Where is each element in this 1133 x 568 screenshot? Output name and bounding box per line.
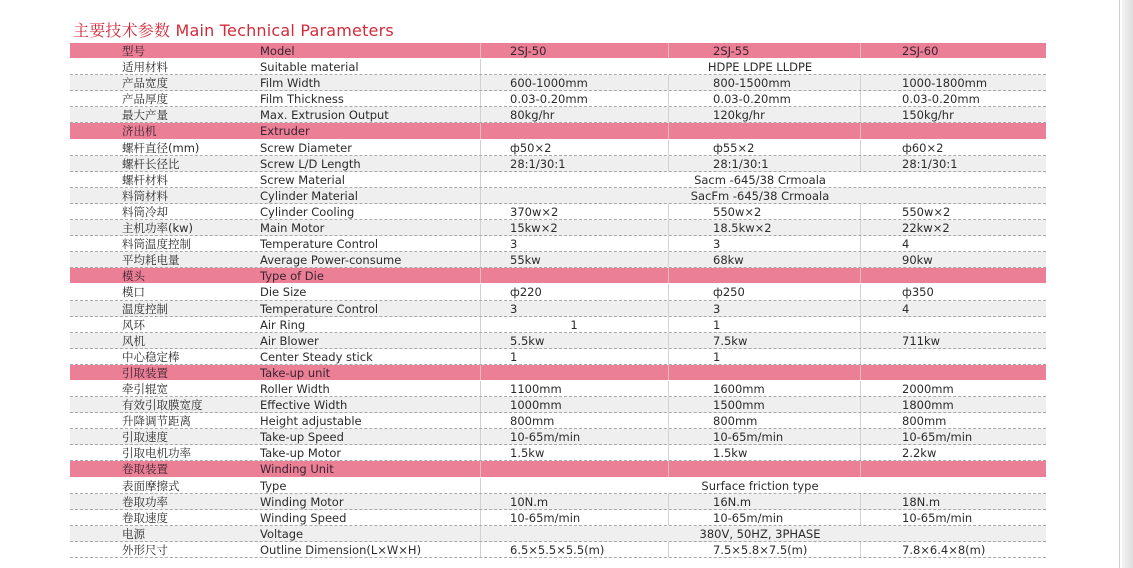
param-name-en: Take-up Motor	[260, 446, 342, 461]
column-divider	[668, 156, 669, 171]
column-divider	[860, 317, 861, 332]
param-value-2sj-50: 1.5kw	[510, 446, 545, 461]
param-name-en: Take-up unit	[260, 365, 331, 380]
param-value-2sj-55: 800-1500mm	[713, 76, 791, 91]
param-value-2sj-55: 1.5kw	[713, 446, 748, 461]
param-name-en: Film Width	[260, 76, 321, 91]
table-row	[70, 526, 1046, 542]
column-divider	[860, 268, 861, 283]
column-divider	[668, 381, 669, 396]
param-name-en: Die Size	[260, 285, 307, 300]
param-name-cn: 平均耗电量	[122, 253, 180, 268]
column-divider	[668, 510, 669, 525]
param-name-cn: 电源	[122, 526, 145, 541]
table-row	[70, 397, 1046, 413]
param-value-2sj-50: 600-1000mm	[510, 76, 588, 91]
column-divider	[480, 59, 481, 74]
param-name-cn: 风环	[122, 317, 145, 332]
param-value-2sj-50: 3	[510, 301, 518, 316]
section-header-row	[70, 365, 1046, 381]
param-value-2sj-55: 28:1/30:1	[713, 156, 769, 171]
column-divider	[480, 381, 481, 396]
column-divider	[480, 123, 481, 138]
param-name-cn: 产品厚度	[122, 92, 168, 107]
param-name-en: Type	[260, 478, 287, 493]
column-divider	[860, 91, 861, 106]
param-name-en: Max. Extrusion Output	[260, 108, 389, 123]
column-divider	[480, 43, 481, 58]
column-divider	[860, 429, 861, 444]
param-value-2sj-55: 1	[713, 349, 721, 364]
param-name-en: Voltage	[260, 526, 304, 541]
param-name-cn: 牵引辊宽	[122, 381, 168, 396]
param-value-2sj-60: 28:1/30:1	[902, 156, 958, 171]
column-divider	[480, 301, 481, 316]
table-row	[70, 75, 1046, 91]
param-value-2sj-60: 4	[902, 237, 910, 252]
column-divider	[480, 510, 481, 525]
column-divider	[480, 349, 481, 364]
column-divider	[480, 75, 481, 90]
param-value-2sj-60: 90kw	[902, 253, 933, 268]
table-row	[70, 510, 1046, 526]
column-divider	[480, 156, 481, 171]
param-value-2sj-60: ф350	[902, 285, 934, 300]
param-name-cn: 表面摩擦式	[122, 478, 180, 493]
param-name-cn: 料筒冷却	[122, 204, 168, 219]
table-row	[70, 204, 1046, 220]
param-value-2sj-55: 10-65m/min	[713, 430, 784, 445]
param-value-all-models: Sacm -645/38 Crmoala	[694, 172, 826, 187]
param-name-cn: 模头	[122, 269, 145, 284]
param-name-en: Average Power-consume	[260, 253, 402, 268]
param-value-all-models: Surface friction type	[701, 478, 819, 493]
param-value-2sj-55: 7.5kw	[713, 333, 748, 348]
param-name-en: Winding Speed	[260, 510, 347, 525]
param-value-2sj-55: 1600mm	[713, 381, 765, 396]
column-divider	[668, 542, 669, 557]
column-divider	[860, 397, 861, 412]
param-value-2sj-50: 55kw	[510, 253, 541, 268]
param-name-cn: 螺杆材料	[122, 172, 168, 187]
param-name-cn: 卷取速度	[122, 510, 168, 525]
param-value-2sj-55: ф55×2	[713, 140, 755, 155]
param-value-2sj-60: 1000-1800mm	[902, 76, 988, 91]
column-divider	[480, 365, 481, 380]
param-name-en: Suitable material	[260, 60, 359, 75]
param-value-2sj-50: 800mm	[510, 414, 555, 429]
table-row	[70, 140, 1046, 156]
column-divider	[480, 91, 481, 106]
param-value-2sj-50: 10-65m/min	[510, 510, 581, 525]
param-name-cn: 温度控制	[122, 301, 168, 316]
column-divider	[480, 526, 481, 541]
param-value-2sj-55: 120kg/hr	[713, 108, 765, 123]
page-edge-line	[1119, 0, 1120, 568]
param-name-cn: 适用材料	[122, 60, 168, 75]
param-value-2sj-55: 800mm	[713, 414, 758, 429]
column-divider	[860, 445, 861, 460]
param-value-2sj-60: 18N.m	[902, 494, 941, 509]
param-name-cn: 螺杆直径(mm)	[122, 140, 200, 155]
column-divider	[480, 188, 481, 203]
param-name-en: Type of Die	[260, 269, 324, 284]
column-divider	[668, 301, 669, 316]
column-divider	[480, 494, 481, 509]
page-title: 主要技术参数 Main Technical Parameters	[73, 21, 394, 40]
param-value-2sj-55: 7.5×5.8×7.5(m)	[713, 542, 808, 557]
column-divider	[860, 349, 861, 364]
column-divider	[480, 542, 481, 557]
column-divider	[480, 429, 481, 444]
column-divider	[860, 365, 861, 380]
param-name-cn: 料筒温度控制	[122, 237, 191, 252]
param-value-2sj-50: 2SJ-50	[510, 44, 547, 58]
param-value-2sj-50: 0.03-0.20mm	[510, 92, 588, 107]
param-value-all-models: HDPE LDPE LLDPE	[707, 60, 813, 75]
column-divider	[860, 413, 861, 428]
param-name-en: Effective Width	[260, 398, 348, 413]
param-value-2sj-55: 1	[713, 317, 721, 332]
table-row	[70, 284, 1046, 300]
param-name-en: Temperature Control	[260, 301, 379, 316]
param-name-cn: 引取电机功率	[122, 446, 191, 461]
column-divider	[480, 220, 481, 235]
table-row	[70, 445, 1046, 461]
column-divider	[668, 284, 669, 299]
param-value-2sj-50: 1100mm	[510, 381, 562, 396]
column-divider	[480, 236, 481, 251]
column-divider	[860, 301, 861, 316]
param-name-cn: 引取装置	[122, 365, 168, 380]
column-divider	[668, 220, 669, 235]
column-divider	[668, 494, 669, 509]
column-divider	[668, 204, 669, 219]
param-value-2sj-55: 16N.m	[713, 494, 752, 509]
param-value-2sj-55: 1500mm	[713, 398, 765, 413]
param-name-cn: 引取速度	[122, 430, 168, 445]
table-row	[70, 59, 1046, 75]
table-row	[70, 91, 1046, 107]
column-divider	[480, 413, 481, 428]
param-value-2sj-60: 2000mm	[902, 381, 954, 396]
param-value-2sj-55: 68kw	[713, 253, 744, 268]
param-name-cn: 模口	[122, 285, 145, 300]
param-name-en: Screw Material	[260, 172, 345, 187]
table-row	[70, 107, 1046, 123]
param-value-2sj-60: 0.03-0.20mm	[902, 92, 980, 107]
table-row	[70, 220, 1046, 236]
column-divider	[860, 252, 861, 267]
param-value-2sj-55: 3	[713, 301, 721, 316]
param-value-2sj-50: 1000mm	[510, 398, 562, 413]
param-value-2sj-60: 711kw	[902, 333, 941, 348]
column-divider	[860, 220, 861, 235]
param-value-2sj-50: ф50×2	[510, 140, 552, 155]
column-divider	[668, 413, 669, 428]
param-value-2sj-55: ф250	[713, 285, 745, 300]
param-value-2sj-50: 6.5×5.5×5.5(m)	[510, 542, 605, 557]
column-divider	[860, 381, 861, 396]
param-value-2sj-50: 28:1/30:1	[510, 156, 566, 171]
column-divider	[668, 429, 669, 444]
column-divider	[480, 284, 481, 299]
column-divider	[668, 107, 669, 122]
param-name-en: Cylinder Cooling	[260, 204, 355, 219]
section-header-row	[70, 461, 1046, 477]
param-value-2sj-50: 3	[510, 237, 518, 252]
section-header-row	[70, 268, 1046, 284]
param-name-en: Screw Diameter	[260, 140, 352, 155]
column-divider	[860, 284, 861, 299]
param-value-2sj-50: ф220	[510, 285, 542, 300]
param-name-en: Screw L/D Length	[260, 156, 361, 171]
param-name-en: Film Thickness	[260, 92, 344, 107]
param-name-cn: 中心稳定棒	[122, 349, 180, 364]
column-divider	[668, 397, 669, 412]
column-divider	[668, 317, 669, 332]
param-name-en: Center Steady stick	[260, 349, 373, 364]
column-divider	[480, 445, 481, 460]
param-value-2sj-50: 1	[570, 317, 578, 332]
param-name-en: Air Ring	[260, 317, 306, 332]
column-divider	[668, 140, 669, 155]
param-name-cn: 卷取功率	[122, 494, 168, 509]
table-row	[70, 236, 1046, 252]
column-divider	[668, 236, 669, 251]
param-value-2sj-55: 550w×2	[713, 204, 762, 219]
section-header-row	[70, 123, 1046, 139]
param-value-2sj-60: 550w×2	[902, 204, 951, 219]
column-divider	[860, 542, 861, 557]
param-value-2sj-60: 2SJ-60	[902, 44, 939, 58]
table-row	[70, 156, 1046, 172]
param-name-cn: 卷取装置	[122, 462, 168, 477]
param-name-cn: 最大产量	[122, 108, 168, 123]
param-value-2sj-60: 22kw×2	[902, 221, 950, 236]
column-divider	[668, 365, 669, 380]
column-divider	[860, 510, 861, 525]
param-value-2sj-50: 5.5kw	[510, 333, 545, 348]
param-value-2sj-55: 18.5kw×2	[713, 221, 772, 236]
column-divider	[860, 123, 861, 138]
column-divider	[480, 252, 481, 267]
column-divider	[480, 317, 481, 332]
param-value-all-models: 380V, 50HZ, 3PHASE	[699, 526, 821, 541]
param-value-2sj-60: 150kg/hr	[902, 108, 954, 123]
param-name-en: Outline Dimension(L×W×H)	[260, 542, 422, 557]
param-name-en: Extruder	[260, 124, 310, 139]
param-name-cn: 型号	[122, 44, 145, 58]
param-name-cn: 外形尺寸	[122, 542, 168, 557]
param-value-2sj-60: 1800mm	[902, 398, 954, 413]
param-name-en: Winding Unit	[260, 462, 334, 477]
param-value-2sj-50: 10-65m/min	[510, 430, 581, 445]
param-value-2sj-55: 3	[713, 237, 721, 252]
param-name-en: Height adjustable	[260, 414, 362, 429]
param-name-cn: 料筒材料	[122, 188, 168, 203]
param-name-cn: 有效引取膜宽度	[122, 398, 203, 413]
column-divider	[668, 43, 669, 58]
table-row	[70, 478, 1046, 494]
param-name-en: Winding Motor	[260, 494, 344, 509]
column-divider	[480, 333, 481, 348]
param-value-2sj-60: 7.8×6.4×8(m)	[902, 542, 986, 557]
column-divider	[480, 478, 481, 493]
column-divider	[860, 43, 861, 58]
column-divider	[860, 75, 861, 90]
table-row	[70, 172, 1046, 188]
param-value-2sj-60: 4	[902, 301, 910, 316]
param-name-cn: 升降调节距离	[122, 414, 191, 429]
column-divider	[860, 204, 861, 219]
table-row	[70, 413, 1046, 429]
column-divider	[668, 349, 669, 364]
param-name-cn: 主机功率(kw)	[122, 221, 194, 236]
column-divider	[860, 140, 861, 155]
column-divider	[860, 461, 861, 476]
column-divider	[480, 204, 481, 219]
column-divider	[668, 91, 669, 106]
column-divider	[668, 268, 669, 283]
column-divider	[480, 140, 481, 155]
column-divider	[668, 461, 669, 476]
param-name-cn: 产品宽度	[122, 76, 168, 91]
param-value-2sj-60: 800mm	[902, 414, 947, 429]
column-divider	[668, 333, 669, 348]
param-value-2sj-60: 10-65m/min	[902, 430, 973, 445]
column-divider	[668, 252, 669, 267]
column-divider	[668, 123, 669, 138]
param-name-en: Model	[260, 44, 295, 58]
param-name-en: Cylinder Material	[260, 188, 358, 203]
param-value-2sj-60: 10-65m/min	[902, 510, 973, 525]
param-value-all-models: SacFm -645/38 Crmoala	[690, 188, 830, 203]
column-divider	[480, 397, 481, 412]
table-row	[70, 429, 1046, 445]
param-value-2sj-50: 15kw×2	[510, 221, 558, 236]
column-divider	[668, 75, 669, 90]
table-row	[70, 301, 1046, 317]
param-value-2sj-50: 80kg/hr	[510, 108, 555, 123]
column-divider	[860, 333, 861, 348]
column-divider	[480, 268, 481, 283]
param-value-2sj-50: 10N.m	[510, 494, 549, 509]
table-row	[70, 333, 1046, 349]
param-value-2sj-60: ф60×2	[902, 140, 944, 155]
param-name-en: Roller Width	[260, 381, 330, 396]
param-name-en: Main Motor	[260, 221, 325, 236]
param-value-2sj-50: 1	[510, 349, 518, 364]
param-value-2sj-55: 10-65m/min	[713, 510, 784, 525]
table-row	[70, 188, 1046, 204]
column-divider	[860, 494, 861, 509]
column-divider	[480, 107, 481, 122]
column-divider	[668, 445, 669, 460]
param-name-en: Air Blower	[260, 333, 319, 348]
param-name-cn: 螺杆长径比	[122, 156, 180, 171]
column-divider	[860, 107, 861, 122]
column-divider	[480, 461, 481, 476]
param-name-cn: 风机	[122, 333, 145, 348]
column-divider	[480, 172, 481, 187]
table-row	[70, 494, 1046, 510]
table-row	[70, 349, 1046, 365]
column-divider	[860, 236, 861, 251]
column-divider	[860, 156, 861, 171]
param-name-cn: 济出机	[122, 124, 157, 139]
param-name-en: Take-up Speed	[260, 430, 344, 445]
param-value-2sj-50: 370w×2	[510, 204, 559, 219]
param-value-2sj-55: 0.03-0.20mm	[713, 92, 791, 107]
page-edge	[1122, 0, 1133, 568]
table-row	[70, 252, 1046, 268]
section-header-row	[70, 43, 1046, 59]
table-row	[70, 542, 1046, 558]
table-row	[70, 381, 1046, 397]
param-value-2sj-55: 2SJ-55	[713, 44, 750, 58]
table-row	[70, 317, 1046, 333]
technical-parameters-table	[70, 43, 1046, 558]
param-value-2sj-60: 2.2kw	[902, 446, 937, 461]
param-name-en: Temperature Control	[260, 237, 379, 252]
